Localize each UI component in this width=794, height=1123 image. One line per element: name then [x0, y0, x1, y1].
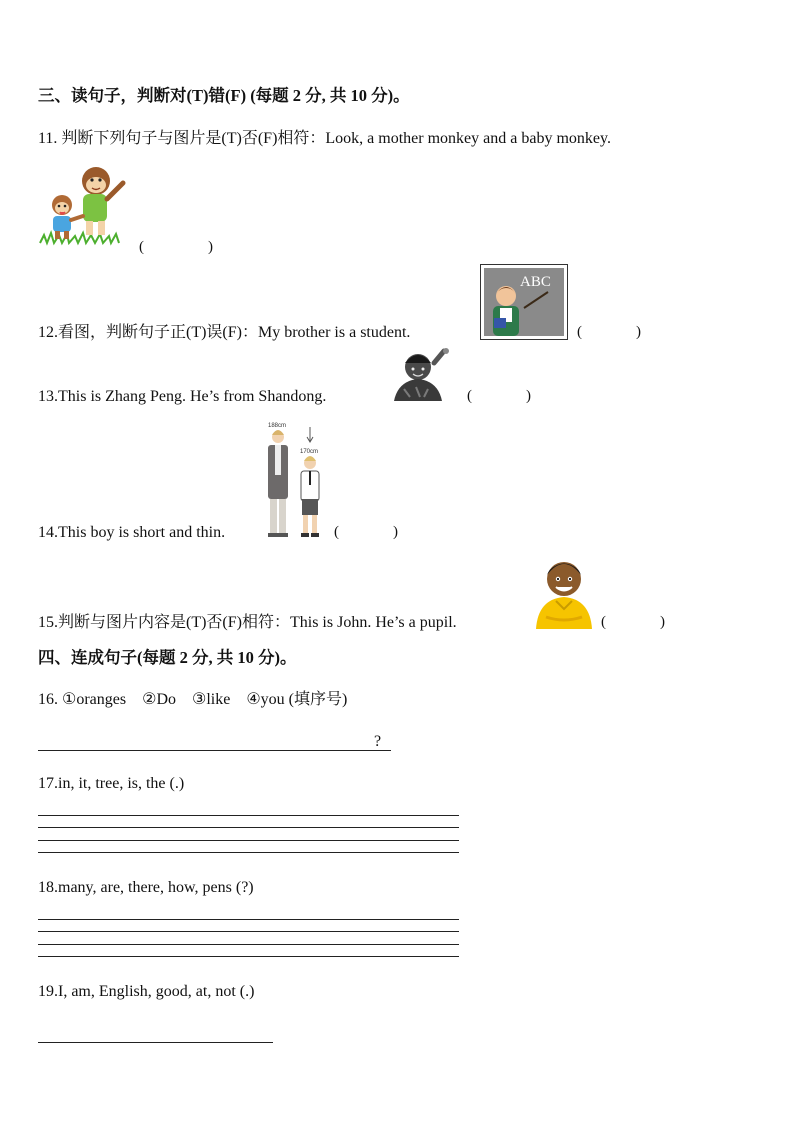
- answer-paren-open-14: (: [334, 524, 339, 540]
- answer-paren-close-13: ): [526, 388, 531, 404]
- answer-paren-open-13: (: [467, 388, 472, 404]
- height-label-short: 170cm: [300, 449, 319, 455]
- height-label-tall: 188cm: [268, 423, 287, 429]
- answer-paren-open-12: (: [577, 324, 582, 340]
- answer-line-17-2[interactable]: [38, 827, 459, 828]
- board-text: ABC: [520, 274, 551, 290]
- waving-boy-image: [388, 349, 452, 403]
- question-11-text: 11. 判断下列句子与图片是(T)否(F)相符：Look, a mother monkey and a baby monkey.: [38, 130, 611, 147]
- answer-line-19[interactable]: [38, 1042, 273, 1043]
- answer-paren-open-11: (: [139, 239, 144, 255]
- monkey-mother-and-baby-image: [38, 165, 130, 247]
- answer-paren-open-15: (: [601, 614, 606, 630]
- answer-line-18-1[interactable]: [38, 919, 459, 920]
- question-16-end-mark: ?: [374, 733, 382, 750]
- question-12-text: 12.看图，判断句子正(T)误(F)：My brother is a student.: [38, 324, 411, 341]
- answer-line-16[interactable]: [38, 750, 391, 751]
- smiling-boy-yellow-sweater-image: [534, 557, 594, 629]
- man-and-boy-height-image: [258, 419, 328, 543]
- section4-heading: 四、连成句子(每题 2 分, 共 10 分)。: [38, 648, 297, 667]
- answer-line-17-4[interactable]: [38, 852, 459, 853]
- question-17-text: 17.in, it, tree, is, the (.): [38, 775, 185, 792]
- answer-paren-close-11: ): [208, 239, 213, 255]
- question-18-text: 18.many, are, there, how, pens (?): [38, 879, 254, 896]
- answer-paren-close-15: ): [660, 614, 665, 630]
- teacher-at-blackboard-image: [480, 264, 568, 340]
- question-16-text: 16. ①oranges ②Do ③like ④you (填序号): [38, 691, 348, 708]
- section3-heading: 三、读句子，判断对(T)错(F) (每题 2 分, 共 10 分)。: [38, 86, 410, 105]
- answer-line-18-3[interactable]: [38, 944, 459, 945]
- answer-paren-close-14: ): [393, 524, 398, 540]
- question-13-text: 13.This is Zhang Peng. He’s from Shandong.: [38, 388, 327, 405]
- answer-line-18-4[interactable]: [38, 956, 459, 957]
- answer-paren-close-12: ): [636, 324, 641, 340]
- answer-line-17-3[interactable]: [38, 840, 459, 841]
- question-15-text: 15.判断与图片内容是(T)否(F)相符：This is John. He’s a pupil.: [38, 614, 457, 631]
- question-19-text: 19.I, am, English, good, at, not (.): [38, 983, 255, 1000]
- answer-line-18-2[interactable]: [38, 931, 459, 932]
- question-14-text: 14.This boy is short and thin.: [38, 524, 226, 541]
- answer-line-17-1[interactable]: [38, 815, 459, 816]
